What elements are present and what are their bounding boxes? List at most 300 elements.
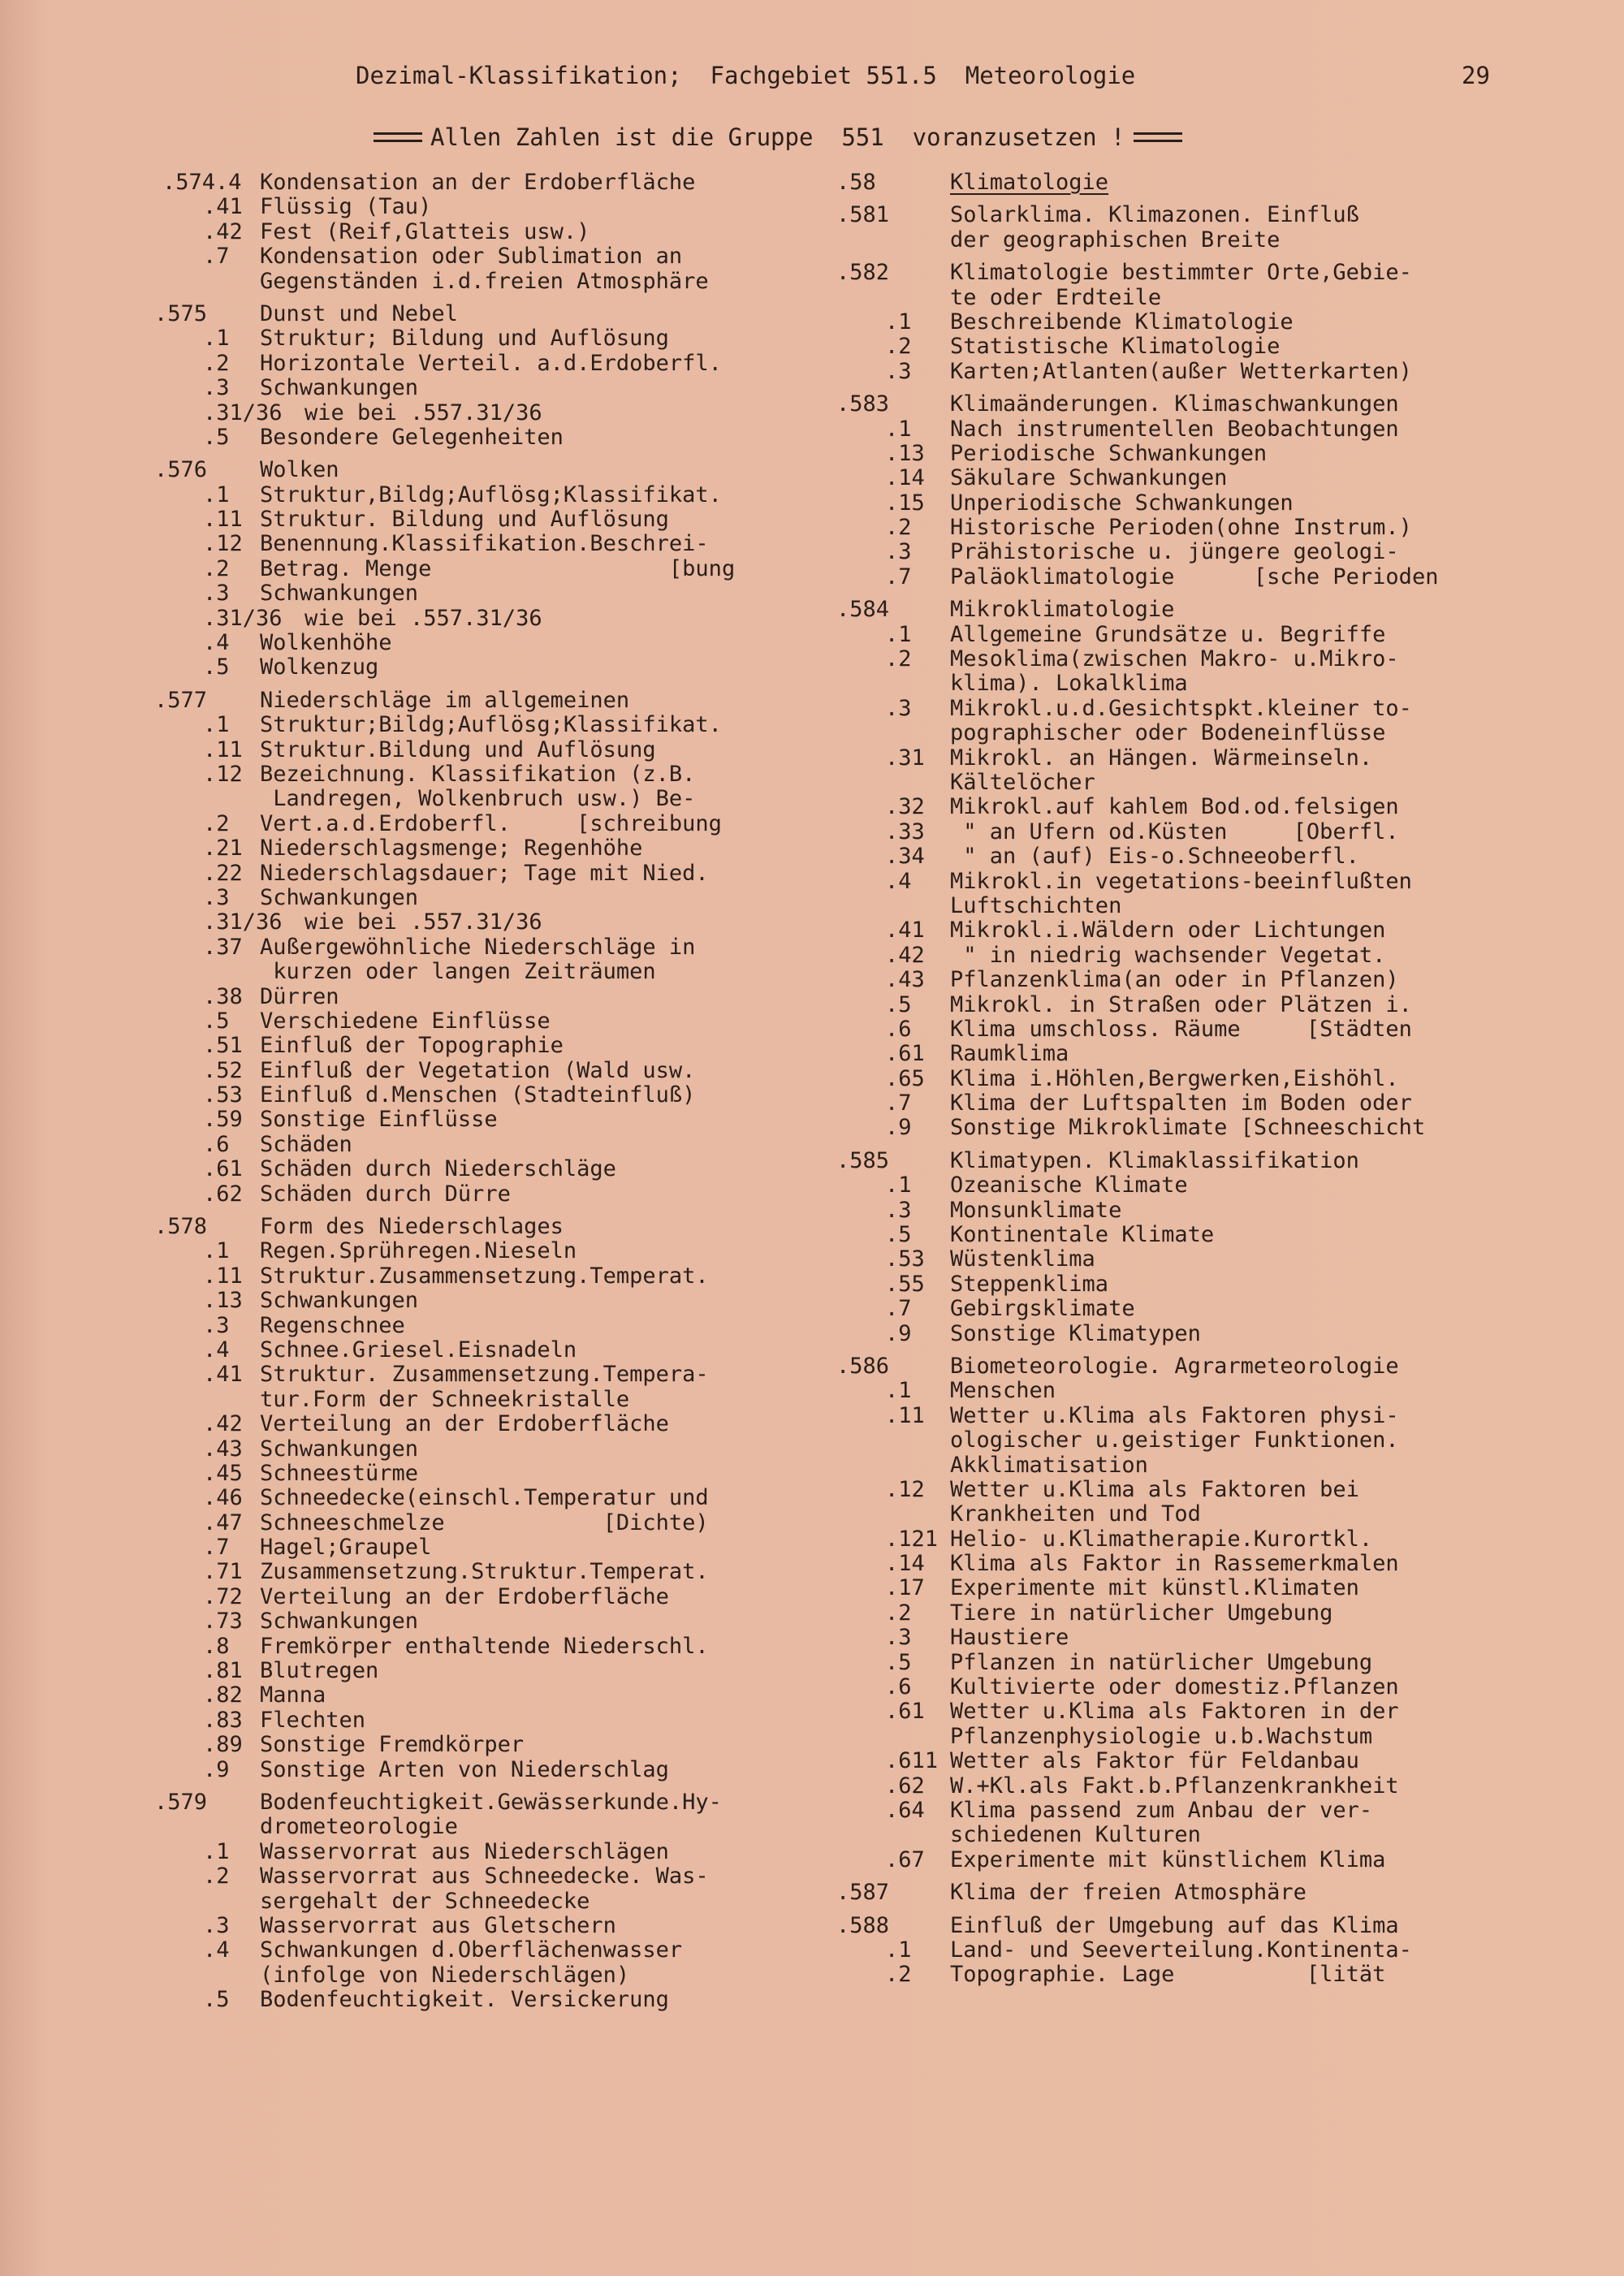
entry-text: Mikrokl.auf kahlem Bod.od.felsigen — [950, 794, 1399, 820]
entry-text: Klima als Faktor in Rassemerkmalen — [950, 1551, 1399, 1577]
entry-text: Einfluß der Vegetation (Wald usw. — [260, 1057, 696, 1083]
entry-text: Beschreibende Klimatologie — [950, 309, 1294, 335]
classification-entry — [154, 836, 828, 861]
entry-code: .42 — [885, 942, 925, 968]
classification-entry — [154, 1363, 828, 1387]
classification-entry — [154, 713, 828, 737]
entry-code: .3 — [203, 581, 230, 607]
entry-code: .584 — [836, 597, 890, 623]
entry-code: .582 — [836, 260, 890, 286]
entry-text: Schneeschmelze [Dichte) — [260, 1509, 709, 1535]
entry-text: te oder Erdteile — [950, 284, 1162, 310]
entry-code: .574.4 — [162, 170, 242, 195]
section-gap — [154, 294, 828, 302]
classification-entry — [836, 1576, 1502, 1600]
classification-entry — [154, 1511, 828, 1535]
entry-text: Form des Niederschlages — [260, 1214, 564, 1240]
entry-text: (infolge von Niederschlägen) — [260, 1962, 630, 1988]
classification-entry — [154, 1412, 828, 1436]
entry-code: .5 — [203, 1987, 230, 2013]
entry-code: .81 — [203, 1658, 243, 1684]
classification-entry — [154, 1683, 828, 1708]
entry-code: .6 — [203, 1131, 230, 1157]
entry-text: Klimatologie — [950, 170, 1109, 195]
entry-code: .6 — [885, 1674, 912, 1700]
classification-entry — [154, 1609, 828, 1634]
classification-entry — [836, 1774, 1502, 1799]
entry-text: " in niedrig wachsender Vegetat. — [950, 942, 1386, 968]
entry-text: Schäden durch Niederschläge — [260, 1156, 616, 1182]
entry-code: .65 — [885, 1065, 925, 1091]
classification-entry — [154, 352, 828, 376]
entry-text: Struktur;Bildg;Auflösg;Klassifikat. — [260, 712, 722, 738]
classification-entry — [154, 171, 828, 195]
entry-code: .1 — [885, 416, 912, 442]
entry-code: .5 — [885, 1649, 912, 1675]
classification-entry — [154, 302, 828, 326]
classification-entry — [836, 1699, 1502, 1724]
entry-code: .586 — [836, 1353, 890, 1379]
entry-code: .31/36 — [203, 399, 283, 425]
classification-entry — [836, 1247, 1502, 1272]
classification-entry — [154, 1108, 828, 1132]
classification-entry — [154, 1338, 828, 1363]
entry-code: .9 — [885, 1320, 912, 1346]
entry-code: .46 — [203, 1485, 243, 1511]
entry-text: Tiere in natürlicher Umgebung — [950, 1600, 1333, 1626]
entry-code: .82 — [203, 1682, 243, 1708]
notice-text: Allen Zahlen ist die Gruppe 551 voranzusetzen ! — [430, 123, 1125, 151]
classification-entry — [154, 557, 828, 581]
entry-text: Wasservorrat aus Gletschern — [260, 1912, 616, 1938]
entry-text: schiedenen Kulturen — [950, 1822, 1201, 1848]
classification-entry — [154, 1462, 828, 1486]
entry-text: Mikrokl.i.Wäldern oder Lichtungen — [950, 918, 1386, 944]
classification-entry — [836, 721, 1502, 745]
entry-code: .3 — [203, 884, 230, 910]
entry-code: .3 — [203, 375, 230, 401]
classification-entry — [836, 565, 1502, 590]
classification-entry — [154, 1264, 828, 1289]
entry-code: .17 — [885, 1575, 925, 1601]
entry-text: Niederschlagsmenge; Regenhöhe — [260, 836, 643, 862]
entry-code: .22 — [203, 860, 243, 886]
entry-text: Krankheiten und Tod — [950, 1501, 1201, 1527]
entry-text: Bodenfeuchtigkeit. Versickerung — [260, 1987, 669, 2013]
entry-code: .5 — [203, 654, 230, 680]
classification-entry — [154, 762, 828, 787]
entry-code: .2 — [203, 350, 230, 376]
entry-text: Mesoklima(zwischen Makro- u.Mikro- — [950, 646, 1399, 672]
group-notice — [365, 123, 1259, 151]
classification-entry — [836, 335, 1502, 359]
classification-entry — [836, 1354, 1502, 1379]
classification-entry — [154, 195, 828, 219]
entry-code: .11 — [203, 507, 243, 533]
classification-entry — [836, 697, 1502, 721]
entry-text: wie bei .557.31/36 — [304, 909, 542, 935]
entry-code: .31/36 — [203, 605, 283, 631]
entry-text: Wetter u.Klima als Faktoren bei — [950, 1476, 1359, 1502]
entry-code: .53 — [203, 1082, 243, 1108]
entry-code: .2 — [885, 515, 912, 541]
entry-text: W.+Kl.als Fakt.b.Pflanzenkrankheit — [950, 1773, 1399, 1799]
entry-code: .71 — [203, 1559, 243, 1585]
classification-entry — [154, 631, 828, 655]
classification-entry — [154, 960, 828, 984]
entry-code: .2 — [203, 1864, 230, 1889]
entry-text: Schwankungen — [260, 375, 419, 401]
entry-code: .2 — [885, 646, 912, 672]
entry-text: Wasservorrat aus Schneedecke. Was- — [260, 1864, 709, 1889]
entry-text: Dürren — [260, 983, 339, 1009]
entry-text: Schneestürme — [260, 1460, 419, 1486]
entry-code: .7 — [203, 244, 230, 270]
entry-text: Klima i.Höhlen,Bergwerken,Eishöhl. — [950, 1065, 1399, 1091]
entry-text: Wolkenhöhe — [260, 630, 392, 656]
classification-entry — [836, 1552, 1502, 1576]
entry-code: .4 — [885, 868, 912, 894]
classification-entry — [154, 607, 828, 631]
entry-text: Einfluß der Umgebung auf das Klima — [950, 1912, 1399, 1938]
classification-entry — [836, 993, 1502, 1017]
entry-text: Statistische Klimatologie — [950, 334, 1281, 360]
classification-entry — [154, 1083, 828, 1108]
entry-code: .9 — [203, 1756, 230, 1782]
entry-text: Wasservorrat aus Niederschlägen — [260, 1838, 669, 1864]
entry-text: Flüssig (Tau) — [260, 194, 432, 220]
classification-entry — [154, 886, 828, 910]
entry-text: Säkulare Schwankungen — [950, 465, 1228, 491]
entry-text: Biometeorologie. Agrarmeteorologie — [950, 1353, 1399, 1379]
header-title: Dezimal-Klassifikation; Fachgebiet 551.5 Meteorologie — [356, 62, 1136, 89]
classification-entry — [836, 1651, 1502, 1675]
classification-entry — [154, 1314, 828, 1338]
entry-text: Kondensation an der Erdoberfläche — [260, 170, 696, 195]
entry-text: Niederschläge im allgemeinen — [260, 687, 630, 713]
classification-entry — [836, 870, 1502, 894]
entry-text: sergehalt der Schneedecke — [260, 1888, 590, 1914]
entry-text: Topographie. Lage [lität — [950, 1962, 1386, 1988]
entry-text: Schnee.Griesel.Eisnadeln — [260, 1337, 577, 1363]
entry-code: .14 — [885, 465, 925, 491]
entry-code: .121 — [885, 1526, 939, 1552]
classification-entry — [154, 1437, 828, 1462]
entry-text: klima). Lokalklima — [950, 671, 1188, 697]
entry-code: .7 — [885, 1090, 912, 1116]
classification-entry — [836, 918, 1502, 943]
classification-entry — [836, 820, 1502, 844]
classification-entry — [154, 1864, 828, 1889]
entry-code: .61 — [203, 1156, 243, 1182]
entry-code: .15 — [885, 490, 925, 516]
entry-code: .579 — [154, 1790, 208, 1815]
entry-text: pographischer oder Bodeneinflüsse — [950, 720, 1386, 746]
entry-code: .61 — [885, 1041, 925, 1067]
classification-entry — [836, 228, 1502, 253]
entry-code: .5 — [885, 1222, 912, 1248]
entry-text: Mikrokl.u.d.Gesichtspkt.kleiner to- — [950, 695, 1412, 721]
entry-text: Verschiedene Einflüsse — [260, 1008, 551, 1034]
entry-code: .1 — [203, 1838, 230, 1864]
entry-code: .3 — [885, 1197, 912, 1223]
classification-entry — [154, 1733, 828, 1757]
classification-entry — [154, 1133, 828, 1157]
classification-entry — [836, 894, 1502, 918]
entry-code: .42 — [203, 1411, 243, 1437]
entry-code: .32 — [885, 794, 925, 820]
entry-text: Horizontale Verteil. a.d.Erdoberfl. — [260, 350, 722, 376]
entry-text: Schäden durch Dürre — [260, 1181, 511, 1207]
entry-code: .8 — [203, 1633, 230, 1659]
classification-entry — [154, 787, 828, 811]
entry-text: Schneedecke(einschl.Temperatur und — [260, 1485, 709, 1511]
classification-entry — [154, 244, 828, 269]
classification-entry — [836, 1272, 1502, 1297]
entry-text: Wetter als Faktor für Feldanbau — [950, 1748, 1359, 1774]
entry-text: Benennung.Klassifikation.Beschrei- — [260, 531, 709, 557]
entry-code: .61 — [885, 1699, 925, 1725]
classification-entry — [836, 1379, 1502, 1403]
right-column — [836, 171, 1502, 1988]
classification-entry — [836, 540, 1502, 564]
entry-text: Raumklima — [950, 1041, 1069, 1067]
entry-code: .73 — [203, 1609, 243, 1635]
entry-code: .89 — [203, 1732, 243, 1758]
entry-code: .43 — [203, 1436, 243, 1462]
entry-code: .581 — [836, 202, 890, 228]
classification-entry — [154, 1938, 828, 1963]
entry-text: Bezeichnung. Klassifikation (z.B. — [260, 761, 696, 787]
entry-text: Menschen — [950, 1378, 1056, 1404]
classification-entry — [154, 1988, 828, 2012]
page-number: 29 — [1462, 62, 1490, 89]
entry-text: der geographischen Breite — [950, 227, 1281, 253]
entry-code: .3 — [885, 539, 912, 565]
classification-entry — [836, 1675, 1502, 1699]
classification-entry — [836, 1198, 1502, 1223]
classification-entry — [836, 1428, 1502, 1453]
entry-text: Struktur. Bildung und Auflösung — [260, 507, 669, 533]
entry-text: Vert.a.d.Erdoberfl. [schreibung — [260, 810, 722, 836]
entry-code: .34 — [885, 844, 925, 870]
classification-entry — [154, 270, 828, 294]
classification-entry — [836, 1116, 1502, 1140]
classification-entry — [154, 1009, 828, 1034]
entry-text: Wetter u.Klima als Faktoren in der — [950, 1699, 1399, 1725]
classification-entry — [836, 795, 1502, 819]
classification-entry — [836, 1502, 1502, 1527]
classification-entry — [154, 1659, 828, 1683]
entry-text: Experimente mit künstlichem Klima — [950, 1846, 1386, 1872]
entry-code: .1 — [885, 1378, 912, 1404]
entry-code: .45 — [203, 1460, 243, 1486]
classification-entry — [836, 1823, 1502, 1847]
classification-entry — [836, 466, 1502, 490]
entry-code: .55 — [885, 1271, 925, 1297]
entry-text: Verteilung an der Erdoberfläche — [260, 1583, 669, 1609]
entry-text: Zusammensetzung.Struktur.Temperat. — [260, 1559, 709, 1585]
entry-text: Monsunklimate — [950, 1197, 1122, 1223]
entry-code: .64 — [885, 1798, 925, 1823]
classification-entry — [154, 655, 828, 680]
classification-entry — [836, 1881, 1502, 1905]
classification-entry — [154, 1388, 828, 1412]
entry-code: .58 — [836, 170, 876, 195]
entry-text: Solarklima. Klimazonen. Einfluß — [950, 202, 1359, 228]
entry-code: .43 — [885, 967, 925, 993]
classification-entry — [836, 1527, 1502, 1552]
classification-entry — [836, 968, 1502, 992]
entry-code: .2 — [203, 555, 230, 581]
classification-entry — [154, 401, 828, 425]
classification-entry — [836, 203, 1502, 227]
entry-text: Helio- u.Klimatherapie.Kurortkl. — [950, 1526, 1373, 1552]
classification-entry — [836, 261, 1502, 285]
entry-text: ologischer u.geistiger Funktionen. — [950, 1427, 1399, 1453]
entry-text: Wolken — [260, 457, 339, 483]
classification-entry — [154, 376, 828, 400]
classification-entry — [836, 1725, 1502, 1749]
classification-entry — [154, 326, 828, 351]
entry-text: kurzen oder langen Zeiträumen — [260, 959, 656, 985]
entry-code: .33 — [885, 818, 925, 844]
entry-code: .14 — [885, 1551, 925, 1577]
classification-entry — [154, 1182, 828, 1207]
entry-text: Landregen, Wolkenbruch usw.) Be- — [260, 786, 696, 812]
entry-text: Fest (Reif,Glatteis usw.) — [260, 218, 590, 244]
entry-code: .41 — [885, 918, 925, 944]
classification-entry — [836, 442, 1502, 466]
notice-right-bar — [1134, 132, 1182, 142]
entry-code: .611 — [885, 1748, 939, 1774]
classification-entry — [154, 1535, 828, 1560]
classification-entry — [836, 1149, 1502, 1173]
classification-entry — [836, 1297, 1502, 1321]
section-gap — [154, 450, 828, 458]
entry-text: Schwankungen d.Oberflächenwasser — [260, 1937, 683, 1963]
entry-code: .83 — [203, 1707, 243, 1733]
entry-text: wie bei .557.31/36 — [304, 399, 542, 425]
entry-code: .11 — [885, 1402, 925, 1428]
entry-text: Kultivierte oder domestiz.Pflanzen — [950, 1674, 1399, 1700]
entry-code: .4 — [203, 1937, 230, 1963]
classification-entry — [154, 483, 828, 507]
classification-entry — [154, 862, 828, 886]
classification-entry — [154, 738, 828, 762]
classification-entry — [836, 1017, 1502, 1042]
classification-entry — [836, 672, 1502, 696]
entry-text: Haustiere — [950, 1625, 1069, 1651]
entry-code: .576 — [154, 457, 208, 483]
entry-code: .72 — [203, 1583, 243, 1609]
classification-entry — [154, 1963, 828, 1988]
classification-entry — [154, 1239, 828, 1263]
entry-text: Schwankungen — [260, 581, 419, 607]
classification-entry — [836, 771, 1502, 795]
entry-code: .51 — [203, 1033, 243, 1059]
entry-code: .583 — [836, 391, 890, 417]
entry-code: .5 — [203, 1008, 230, 1034]
entry-code: .1 — [885, 309, 912, 335]
classification-entry — [154, 1289, 828, 1313]
entry-text: Bodenfeuchtigkeit.Gewässerkunde.Hy- — [260, 1790, 722, 1815]
classification-entry — [836, 746, 1502, 771]
entry-code: .5 — [885, 991, 912, 1017]
entry-text: Sonstige Mikroklimate [Schneeschicht — [950, 1115, 1426, 1141]
entry-text: Klima der Luftspalten im Boden oder — [950, 1090, 1412, 1116]
classification-entry — [154, 1815, 828, 1839]
entry-text: Hagel;Graupel — [260, 1535, 432, 1561]
entry-text: Schwankungen — [260, 884, 419, 910]
entry-code: .2 — [203, 810, 230, 836]
entry-text: Struktur.Zusammensetzung.Temperat. — [260, 1263, 709, 1289]
entry-text: wie bei .557.31/36 — [304, 605, 542, 631]
entry-text: " an Ufern od.Küsten [Oberfl. — [950, 818, 1399, 844]
entry-text: Dunst und Nebel — [260, 300, 458, 326]
entry-text: Sonstige Arten von Niederschlag — [260, 1756, 669, 1782]
classification-entry — [836, 1963, 1502, 1987]
classification-entry — [836, 598, 1502, 622]
entry-code: .41 — [203, 194, 243, 220]
classification-entry — [836, 1626, 1502, 1650]
entry-text: Prähistorische u. jüngere geologi- — [950, 539, 1399, 565]
classification-entry — [154, 1889, 828, 1914]
classification-entry — [836, 1601, 1502, 1626]
entry-text: Kontinentale Klimate — [950, 1222, 1215, 1248]
left-column — [154, 171, 828, 2013]
entry-code: .575 — [154, 300, 208, 326]
entry-text: Unperiodische Schwankungen — [950, 490, 1294, 516]
entry-text: Pflanzenphysiologie u.b.Wachstum — [950, 1723, 1373, 1749]
classification-entry — [154, 1585, 828, 1609]
entry-code: .4 — [203, 1337, 230, 1363]
classification-entry — [836, 1173, 1502, 1198]
entry-text: Sonstige Einflüsse — [260, 1107, 498, 1133]
entry-text: Klima passend zum Anbau der ver- — [950, 1798, 1373, 1823]
classification-entry — [836, 1938, 1502, 1963]
entry-text: Einfluß d.Menschen (Stadteinfluß) — [260, 1082, 696, 1108]
classification-entry — [154, 812, 828, 836]
entry-code: .1 — [885, 621, 912, 647]
entry-code: .7 — [203, 1535, 230, 1561]
entry-code: .52 — [203, 1057, 243, 1083]
classification-entry — [836, 1914, 1502, 1938]
entry-text: Besondere Gelegenheiten — [260, 424, 564, 450]
classification-entry — [836, 623, 1502, 647]
entry-text: Schwankungen — [260, 1436, 419, 1462]
page-header — [0, 62, 1624, 94]
classification-entry — [836, 171, 1502, 195]
entry-text: Klima der freien Atmosphäre — [950, 1880, 1307, 1906]
classification-entry — [836, 1848, 1502, 1872]
entry-code: .7 — [885, 1296, 912, 1322]
classification-entry — [836, 360, 1502, 384]
classification-entry — [836, 1453, 1502, 1478]
entry-code: .588 — [836, 1912, 890, 1938]
classification-entry — [154, 1840, 828, 1864]
notice-left-bar — [374, 132, 422, 142]
entry-code: .12 — [885, 1476, 925, 1502]
classification-entry — [154, 458, 828, 482]
classification-entry — [154, 1157, 828, 1181]
entry-text: Wetter u.Klima als Faktoren physi- — [950, 1402, 1399, 1428]
classification-entry — [836, 1223, 1502, 1247]
classification-entry — [836, 1322, 1502, 1346]
entry-text: Pflanzen in natürlicher Umgebung — [950, 1649, 1373, 1675]
entry-code: .1 — [203, 1238, 230, 1264]
classification-entry — [836, 1067, 1502, 1091]
